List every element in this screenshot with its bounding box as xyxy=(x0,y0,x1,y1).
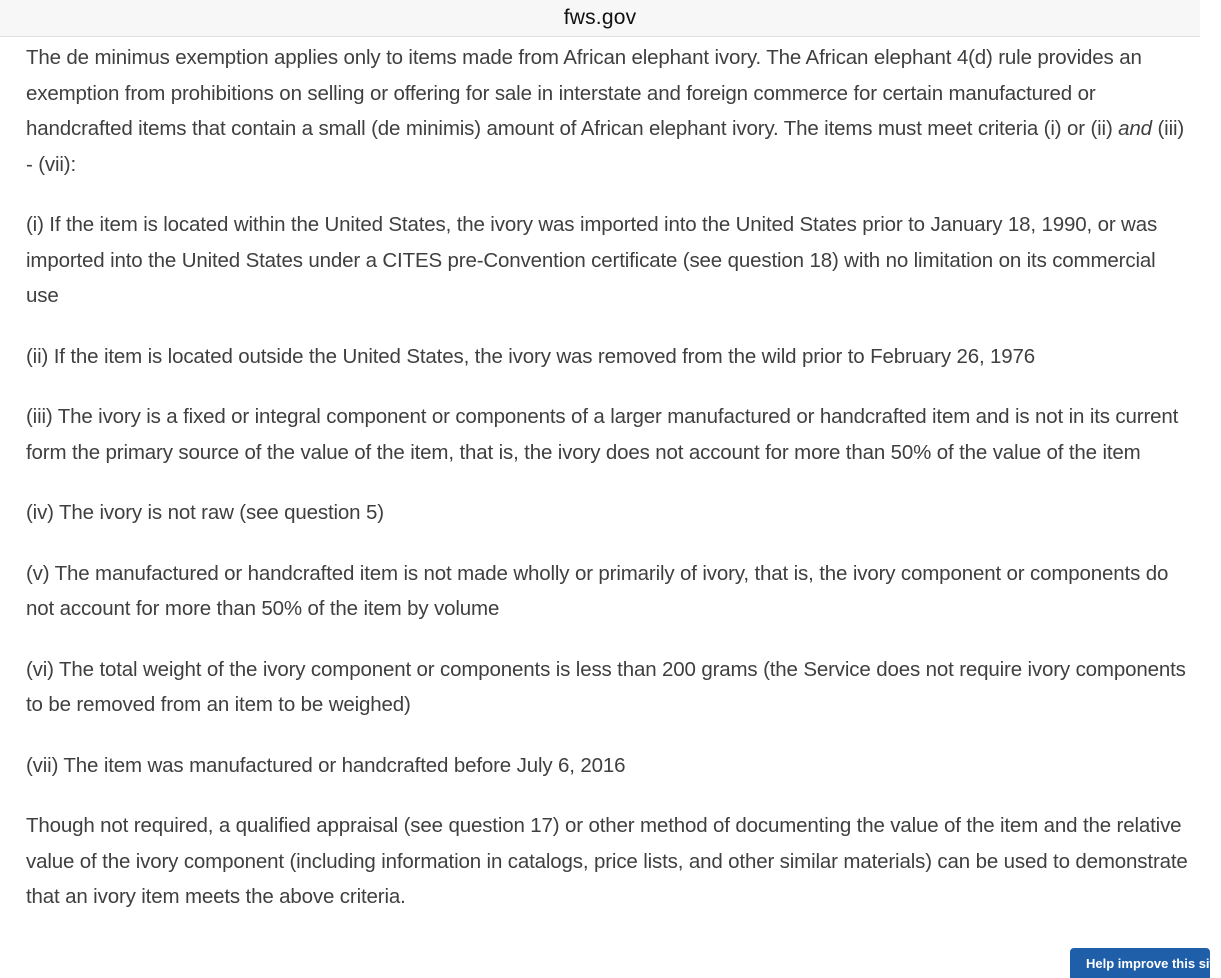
criterion-ii: (ii) If the item is located outside the United States, the ivory was removed from the wild prior to February 26, 1976 xyxy=(26,344,1036,368)
article-body xyxy=(26,40,1192,940)
browser-address-bar[interactable] xyxy=(0,0,1200,37)
closing-paragraph: Though not required, a qualified appraisal (see question 17) or other method of documenting the value of the item and the relative value of the ivory component (including information in catalogs, price lists, and other similar materials) can be used to demonstrate that an ivory item meets the above criteria. xyxy=(26,814,1188,908)
criterion-i: (i) If the item is located within the United States, the ivory was imported into the United States prior to January 18, 1990, or was imported into the United States under a CITES pre-Convention certificate (see question 18) with no limitation on its commercial use xyxy=(26,213,1158,307)
criterion-vi: (vi) The total weight of the ivory component or components is less than 200 grams (the Service does not require ivory components to be removed from an item to be weighed) xyxy=(26,657,1186,716)
intro-text-end: (iii) - (vii): xyxy=(26,117,1185,176)
url-text[interactable]: fws.gov xyxy=(563,6,637,29)
intro-paragraph xyxy=(26,40,1192,182)
criterion-vii: (vii) The item was manufactured or handcrafted before July 6, 2016 xyxy=(26,753,626,777)
criterion-iv: (iv) The ivory is not raw (see question 5) xyxy=(26,501,384,524)
criterion-v: (v) The manufactured or handcrafted item is not made wholly or primarily of ivory, that is, the ivory component or components do not account for more than 50% of the item by volume xyxy=(26,561,1169,620)
feedback-button[interactable]: Help improve this site xyxy=(1070,948,1210,978)
criterion-iii: (iii) The ivory is a fixed or integral component or components of a larger manufactured or handcrafted item and is not in its current form the primary source of the value of the item, that is, the ivory does not account for more than 50% of the value of the item xyxy=(26,405,1179,464)
intro-text-start: The de minimus exemption applies only to items made from African elephant ivory. The African elephant 4(d) rule provides an exemption from prohibitions on selling or offering for sale in interstate and foreign commerce for certain manufactured or handcrafted items that contain a small (de minimis) amount of African elephant ivory. The items must meet criteria (i) or (ii) xyxy=(26,46,1142,140)
intro-italic-and: and xyxy=(1118,117,1152,140)
